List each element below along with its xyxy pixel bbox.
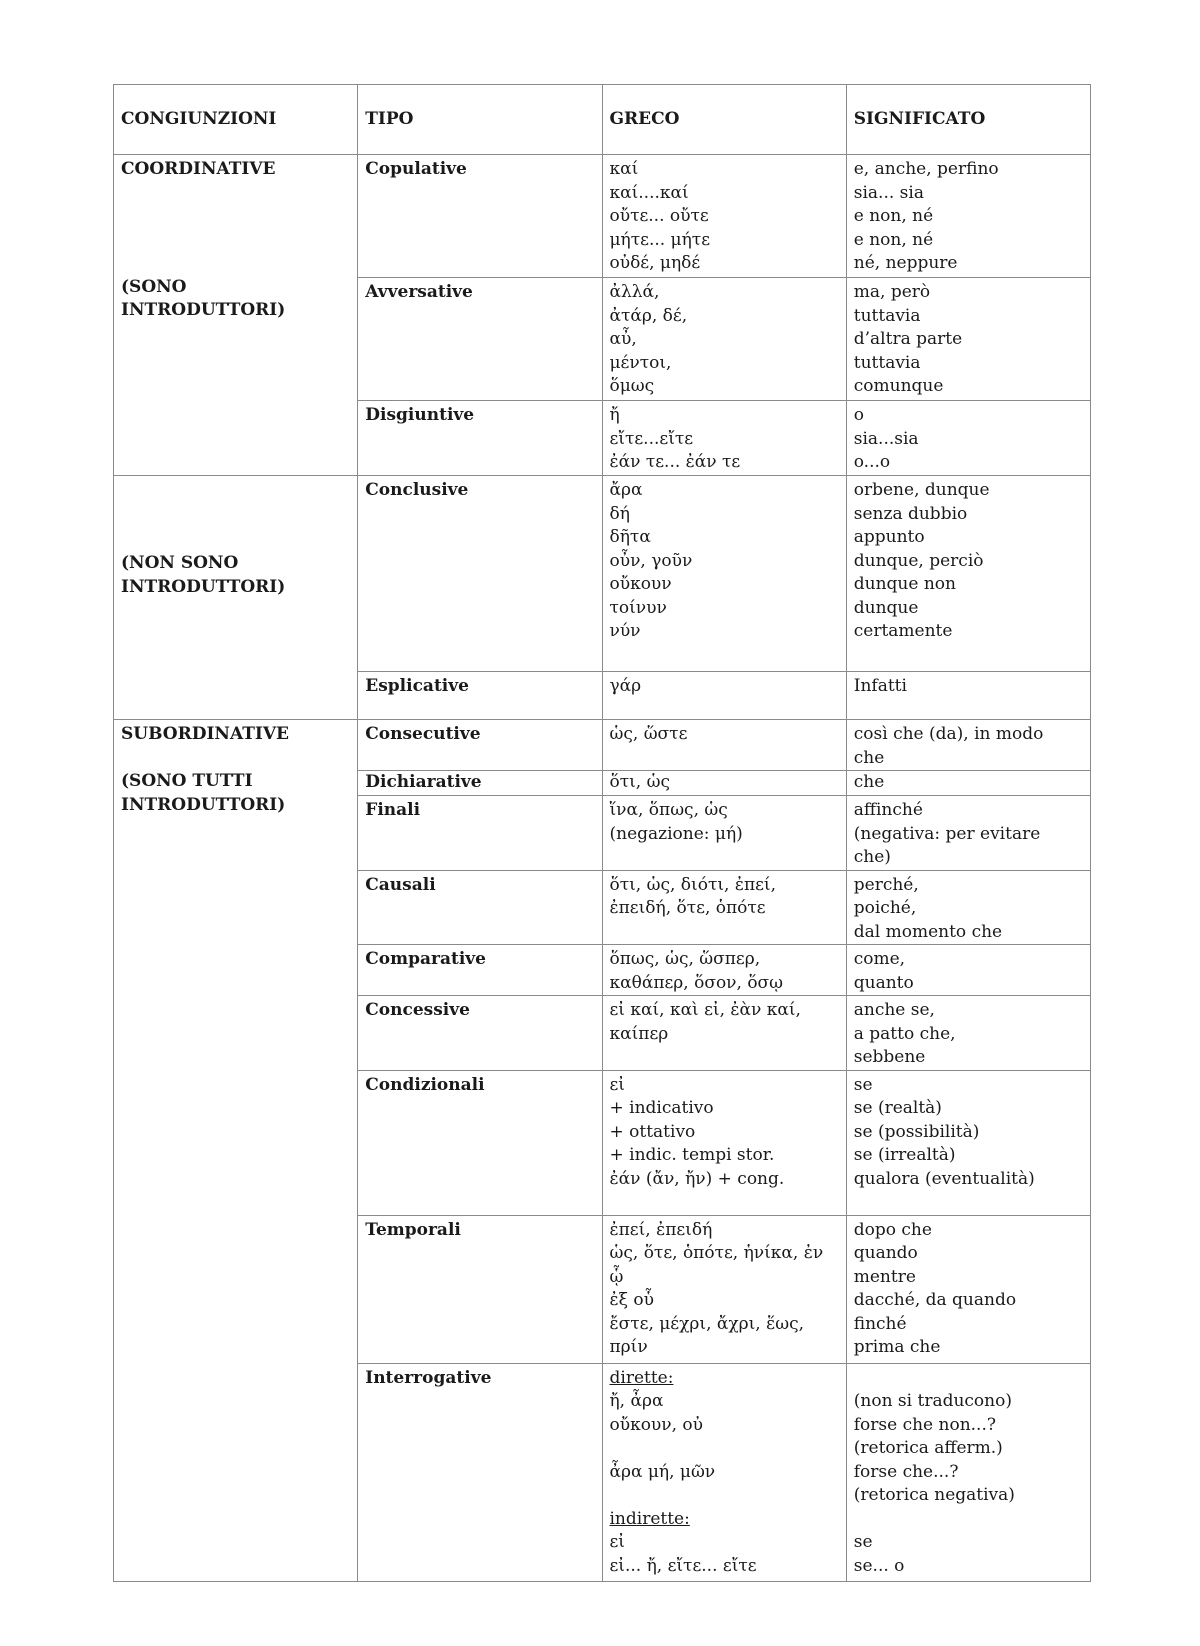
significato-cell: così che (da), in modo che [846, 720, 1090, 771]
header-tipo: TIPO [358, 85, 602, 155]
greco-cell: ἵνα, ὅπως, ὡς (negazione: μή) [602, 796, 846, 871]
tipo-cell: Esplicative [358, 672, 602, 720]
group-cell-coordinative [114, 155, 358, 476]
tipo-cell: Finali [358, 796, 602, 871]
significato-cell: o sia...sia o...o [846, 401, 1090, 476]
greco-cell: ὅτι, ὡς, διότι, ἐπεί, ἐπειδή, ὅτε, ὁπότε [602, 870, 846, 945]
tipo-cell: Consecutive [358, 720, 602, 771]
greco-cell: ἤ εἴτε...εἴτε ἐάν τε... ἐάν τε [602, 401, 846, 476]
header-congiunzioni: CONGIUNZIONI [114, 85, 358, 155]
greco-cell: ἀλλά, ἀτάρ, δέ, αὖ, μέντοι, ὅμως [602, 278, 846, 401]
greco-cell: ὅπως, ὡς, ὥσπερ, καθάπερ, ὅσον, ὅσῳ [602, 945, 846, 996]
group-note-line: (SONO TUTTI [121, 771, 253, 791]
header-greco: GRECO [602, 85, 846, 155]
group-note-line: (SONO [121, 276, 187, 297]
tipo-cell: Interrogative [358, 1363, 602, 1581]
table-row [114, 476, 1091, 672]
greco-cell: ὅτι, ὡς [602, 771, 846, 796]
indirette-label: indirette: [609, 1508, 690, 1529]
tipo-cell: Condizionali [358, 1070, 602, 1215]
tipo-cell: Conclusive [358, 476, 602, 672]
header-significato: SIGNIFICATO [846, 85, 1090, 155]
greco-cell: εἰ καί, καὶ εἰ, ἐὰν καί, καίπερ [602, 996, 846, 1071]
tipo-cell: Comparative [358, 945, 602, 996]
significato-cell: perché, poiché, dal momento che [846, 870, 1090, 945]
group-note-line: (NON SONO [121, 553, 239, 573]
greco-cell: ὡς, ὥστε [602, 720, 846, 771]
header-row [114, 85, 1091, 155]
significato-cell: come, quanto [846, 945, 1090, 996]
tipo-cell: Avversative [358, 278, 602, 401]
conjunctions-table [113, 84, 1091, 1582]
significato-cell: se se (realtà) se (possibilità) se (irrealtà) qualora (eventualità) [846, 1070, 1090, 1215]
tipo-cell: Temporali [358, 1215, 602, 1363]
greco-cell: εἰ + indicativo + ottativo + indic. tempi stor. ἐάν (ἄν, ἤν) + cong. [602, 1070, 846, 1215]
dirette-label: dirette: [609, 1367, 674, 1388]
significato-cell: Infatti [846, 672, 1090, 720]
significato-cell: ma, però tuttavia d’altra parte tuttavia comunque [846, 278, 1090, 401]
tipo-cell: Concessive [358, 996, 602, 1071]
tipo-cell: Disgiuntive [358, 401, 602, 476]
greco-cell: καί καί....καί οὔτε... οὔτε μήτε... μήτε οὐδέ, μηδέ [602, 155, 846, 278]
table-row [114, 720, 1091, 771]
group-cell-non-introduttori [114, 476, 358, 720]
greco-cell: ἄρα δή δῆτα οὖν, γοῦν οὔκουν τοίνυν νύν [602, 476, 846, 672]
group-note-line: INTRODUTTORI) [121, 794, 286, 815]
tipo-cell: Dichiarative [358, 771, 602, 796]
group-cell-subordinative [114, 720, 358, 1582]
greco-cell: dirette: ἤ, ἆρα οὔκουν, οὐ ἆρα μή, μῶν indirette: εἰ εἰ... ἤ, εἴτε... εἴτε [602, 1363, 846, 1581]
greco-cell: ἐπεί, ἐπειδή ὡς, ὅτε, ὁπότε, ἡνίκα, ἐν ᾧ ἐξ οὗ ἔστε, μέχρι, ἄχρι, ἕως, πρίν [602, 1215, 846, 1363]
significato-cell: (non si traducono) forse che non...? (retorica afferm.) forse che...? (retorica negativa) se se... o [846, 1363, 1090, 1581]
group-note-line: INTRODUTTORI) [121, 300, 286, 320]
significato-cell: che [846, 771, 1090, 796]
group-note-line: INTRODUTTORI) [121, 576, 286, 597]
significato-cell: affinché (negativa: per evitare che) [846, 796, 1090, 871]
tipo-cell: Copulative [358, 155, 602, 278]
greco-cell: γάρ [602, 672, 846, 720]
significato-cell: e, anche, perfino sia... sia e non, né e non, né né, neppure [846, 155, 1090, 278]
significato-cell: anche se, a patto che, sebbene [846, 996, 1090, 1071]
group-label-subordinative: SUBORDINATIVE [121, 724, 289, 744]
tipo-cell: Causali [358, 870, 602, 945]
group-label-coordinative: COORDINATIVE [121, 159, 276, 179]
significato-cell: orbene, dunque senza dubbio appunto dunque, perciò dunque non dunque certamente [846, 476, 1090, 672]
significato-cell: dopo che quando mentre dacché, da quando finché prima che [846, 1215, 1090, 1363]
table-row [114, 155, 1091, 278]
